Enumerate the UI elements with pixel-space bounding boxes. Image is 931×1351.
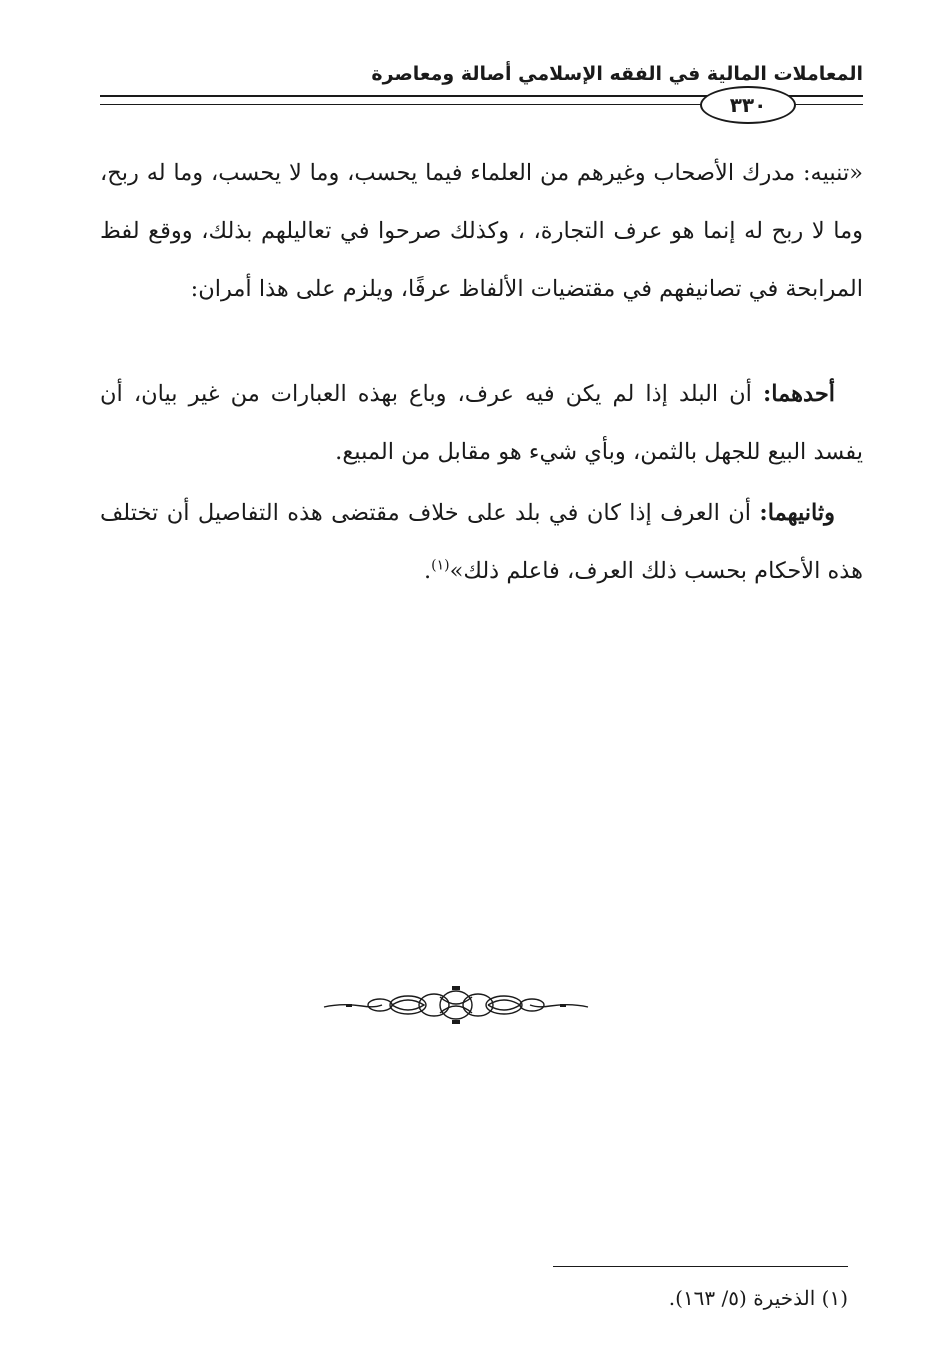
paragraph-2-text: أن البلد إذا لم يكن فيه عرف، وباع بهذه العبارات من غير بيان، أن يفسد البيع للجهل بالثمن، وبأي شيء هو مقابل من المبيع. — [100, 381, 863, 465]
paragraph-2 — [100, 365, 863, 481]
footnote-text: الذخيرة (٥/ ١٦٣). — [668, 1286, 816, 1310]
footnote-marker: (١) — [821, 1286, 848, 1310]
footnote-separator — [553, 1266, 848, 1267]
decorative-divider-icon — [322, 985, 590, 1025]
paragraph-2-lead: أحدهما: — [762, 381, 835, 407]
page-number-text: ٣٣٠ — [729, 93, 767, 117]
footnote-reference: (١) — [431, 557, 450, 574]
paragraph-3-text: أن العرف إذا كان في بلد على خلاف مقتضى هذه التفاصيل أن تختلف هذه الأحكام بحسب ذلك العرف، فاعلم ذلك» — [100, 500, 863, 584]
page-number — [700, 86, 796, 124]
footnote-1 — [420, 1282, 848, 1314]
paragraph-3-lead: وثانيهما: — [759, 500, 835, 526]
paragraph-3-end: . — [423, 558, 432, 584]
paragraph-3 — [100, 484, 863, 600]
paragraph-1: «تنبيه: مدرك الأصحاب وغيرهم من العلماء فيما يحسب، وما لا يحسب، وما له ربح، وما لا ربح له إنما هو عرف التجارة، ، وكذلك صرحوا في تعاليلهم بذلك، ووقع لفظ المرابحة في تصانيفهم في مقتضيات الألفاظ عرفًا، ويلزم على هذا أمران: — [100, 160, 863, 302]
running-title: المعاملات المالية في الفقه الإسلامي أصالة ومعاصرة — [371, 63, 863, 85]
